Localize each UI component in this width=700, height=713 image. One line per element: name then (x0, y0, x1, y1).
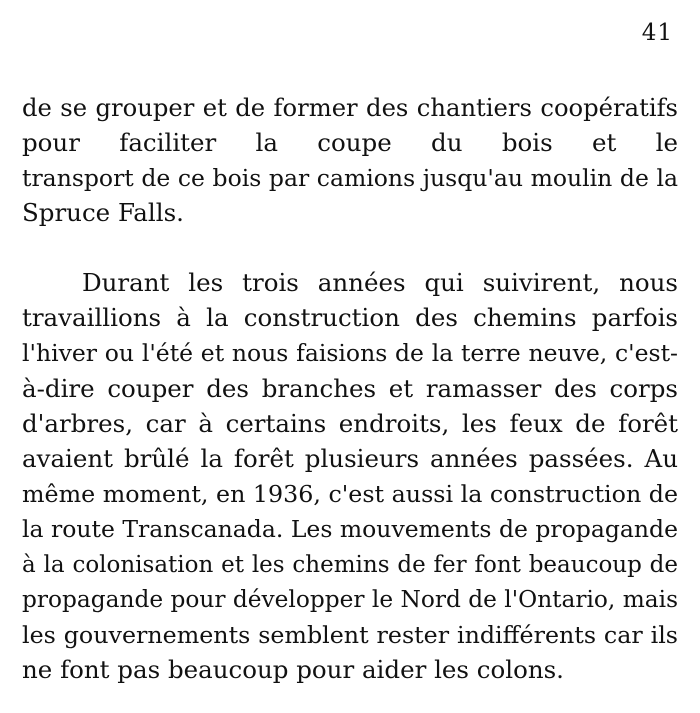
text-line: Durant les trois années qui suivirent, nous (82, 268, 678, 297)
text-line: Spruce Falls. (22, 198, 184, 227)
text-line: avaient brûlé la forêt plusieurs années passées. Au (22, 444, 678, 473)
page-number: 41 (641, 20, 673, 46)
text-line: les gouvernements semblent rester indifférents car ils (22, 621, 678, 649)
text-line: d'arbres, car à certains endroits, les feux de forêt (22, 409, 678, 438)
text-line: l'hiver ou l'été et nous faisions de la terre neuve, c'est- (22, 339, 678, 367)
text-line: transport de ce bois par camions jusqu'au moulin de la (22, 164, 678, 192)
text-line: à-dire couper des branches et ramasser des corps (22, 374, 678, 403)
text-line: de se grouper et de former des chantiers coopératifs (22, 93, 678, 122)
text-line: même moment, en 1936, c'est aussi la construction de (22, 480, 679, 508)
text-line: la route Transcanada. Les mouvements de propagande (22, 515, 678, 543)
text-line: travaillions à la construction des chemins parfois (22, 303, 678, 332)
text-line: ne font pas beaucoup pour aider les colons. (22, 655, 564, 684)
text-line: propagande pour développer le Nord de l'Ontario, mais (22, 586, 678, 613)
text-line: pour faciliter la coupe du bois et le (22, 128, 678, 157)
text-line: à la colonisation et les chemins de fer font beaucoup de (22, 552, 678, 578)
